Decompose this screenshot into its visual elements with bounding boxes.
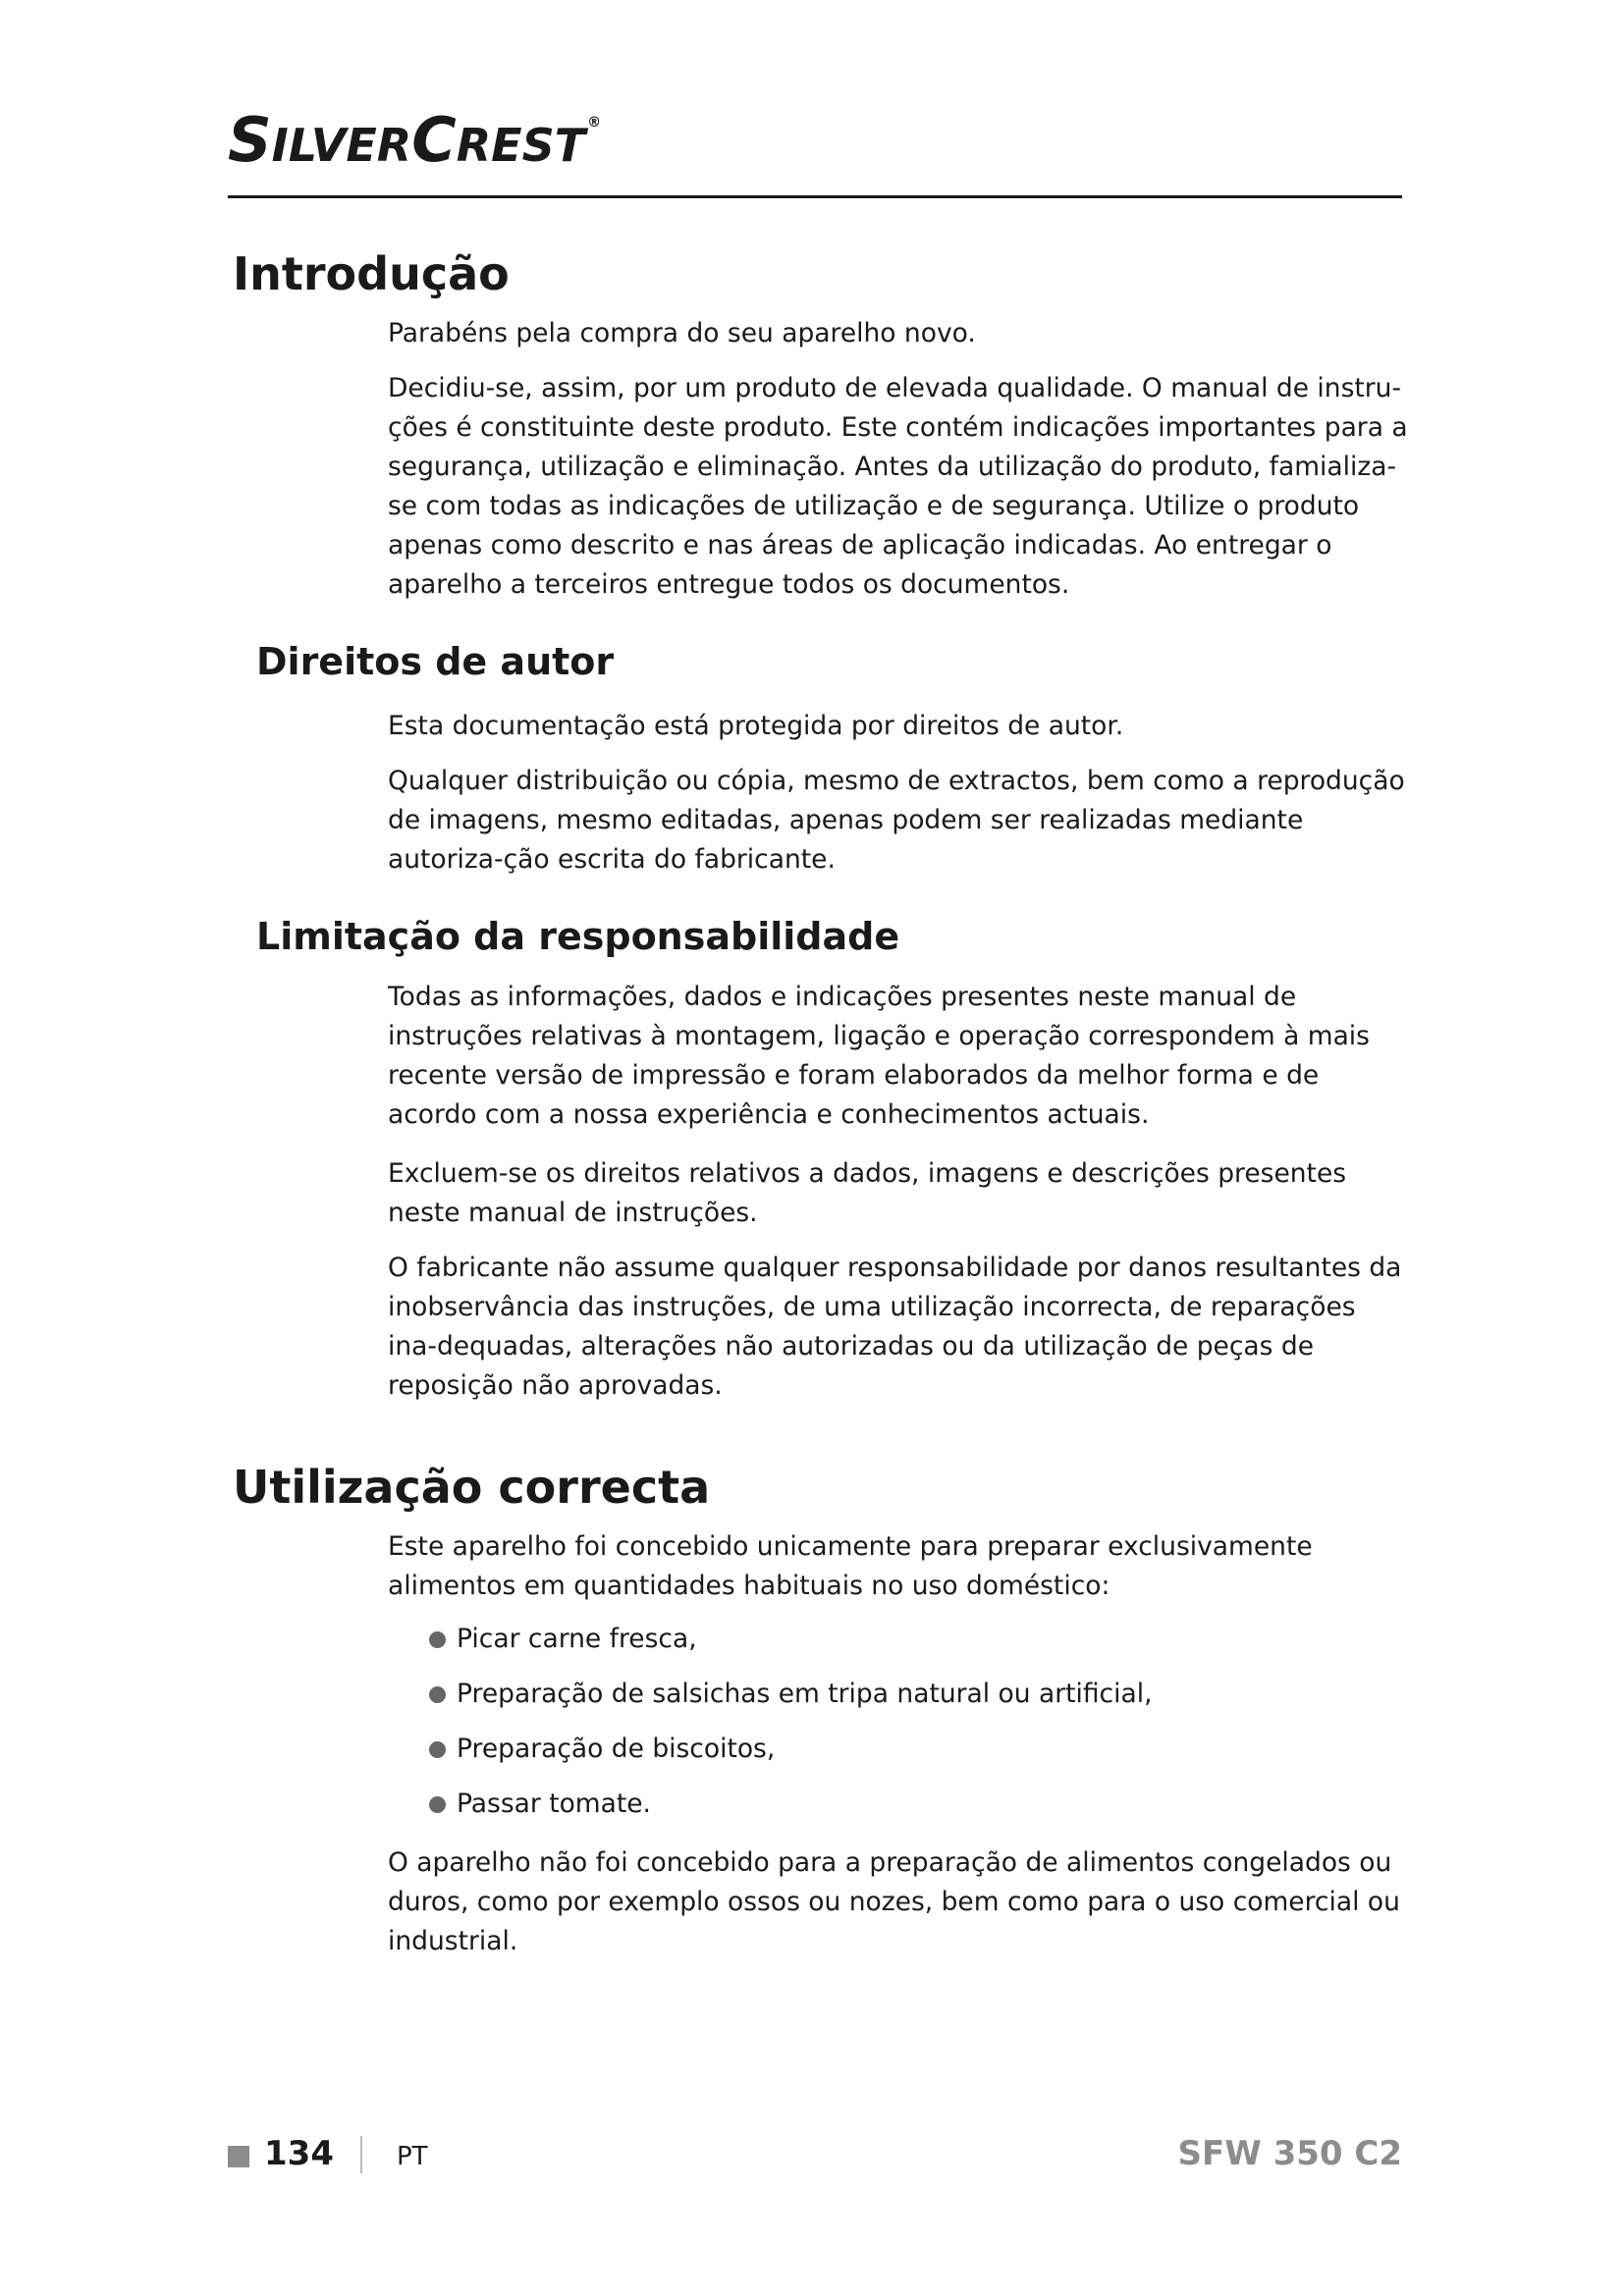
header-rule bbox=[228, 195, 1402, 198]
registered-mark: ® bbox=[587, 115, 602, 131]
bullet-dot-icon bbox=[429, 1631, 446, 1648]
bullet-dot-icon bbox=[429, 1741, 446, 1758]
page-footer bbox=[228, 2130, 1402, 2179]
list-item-text: Preparação de salsichas em tripa natural ou artificial, bbox=[457, 1679, 1153, 1709]
limitacao-paragraph-1: Todas as informações, dados e indicações presentes neste manual de instruções relativas à montagem, ligação e operação correspondem à mais recente versão de impressão e foram elaborados da melhor forma e de acordo com a nossa experiência e conhecimentos actuais. bbox=[388, 982, 1370, 1130]
limitacao-paragraph-2: Excluem-se os direitos relativos a dados, imagens e descrições presentes neste manual de instruções. bbox=[388, 1158, 1347, 1228]
heading-direitos-de-autor: Direitos de autor bbox=[256, 640, 615, 683]
list-item bbox=[429, 1785, 1401, 1840]
silvercrest-logo bbox=[228, 104, 602, 176]
list-item-text: Preparação de biscoitos, bbox=[457, 1734, 776, 1764]
bullet-dot-icon bbox=[429, 1796, 446, 1813]
limitacao-paragraph-3: O fabricante não assume qualquer responsabilidade por danos resultantes da inobservância das instruções, de uma utilização incorrecta, de reparações ina-dequadas, alterações não autorizadas ou da utilização de peças de reposição não aprovadas. bbox=[388, 1253, 1402, 1401]
list-item-text: Passar tomate. bbox=[457, 1789, 651, 1819]
list-item-text: Picar carne fresca, bbox=[457, 1624, 697, 1654]
list-item bbox=[429, 1730, 1401, 1785]
logo-letter-s: S bbox=[228, 104, 272, 176]
logo-text-rest: REST bbox=[456, 119, 586, 172]
footer-square-icon bbox=[228, 2146, 249, 2167]
model-number: SFW 350 C2 bbox=[1177, 2134, 1402, 2173]
intro-paragraph-1: Parabéns pela compra do seu aparelho novo. bbox=[388, 318, 976, 348]
utilizacao-paragraph-2: O aparelho não foi concebido para a preparação de alimentos congelados ou duros, como por exemplo ossos ou nozes, bem como para o uso comercial ou industrial. bbox=[388, 1847, 1400, 1956]
heading-limitacao: Limitação da responsabilidade bbox=[256, 915, 900, 958]
heading-utilizacao-correcta: Utilização correcta bbox=[233, 1461, 711, 1514]
language-code: PT bbox=[397, 2142, 428, 2171]
logo-text-ilver: ILVER bbox=[271, 119, 412, 172]
direitos-paragraph-1: Esta documentação está protegida por direitos de autor. bbox=[388, 711, 1124, 741]
usage-list bbox=[429, 1620, 1401, 1840]
footer-divider bbox=[360, 2136, 362, 2173]
intro-paragraph-2: Decidiu-se, assim, por um produto de elevada qualidade. O manual de instru-ções é constituinte deste produto. Este contém indicações importantes para a segurança, utilização e eliminação. Antes da utilização do produto, famializa-se com todas as indicações de utilização e de segurança. Utilize o produto apenas como descrito e nas áreas de aplicação indicadas. Ao entregar o aparelho a terceiros entregue todos os documentos. bbox=[388, 373, 1408, 600]
list-item bbox=[429, 1675, 1401, 1730]
direitos-paragraph-2: Qualquer distribuição ou cópia, mesmo de extractos, bem como a reprodução de imagens, mesmo editadas, apenas podem ser realizadas mediante autoriza-ção escrita do fabricante. bbox=[388, 766, 1405, 875]
logo-letter-c: C bbox=[411, 104, 457, 176]
list-item bbox=[429, 1620, 1401, 1675]
page-number: 134 bbox=[264, 2134, 334, 2173]
heading-introducao: Introdução bbox=[233, 247, 510, 300]
bullet-dot-icon bbox=[429, 1686, 446, 1703]
utilizacao-paragraph-1: Este aparelho foi concebido unicamente para preparar exclusivamente alimentos em quantidades habituais no uso doméstico: bbox=[388, 1531, 1313, 1601]
